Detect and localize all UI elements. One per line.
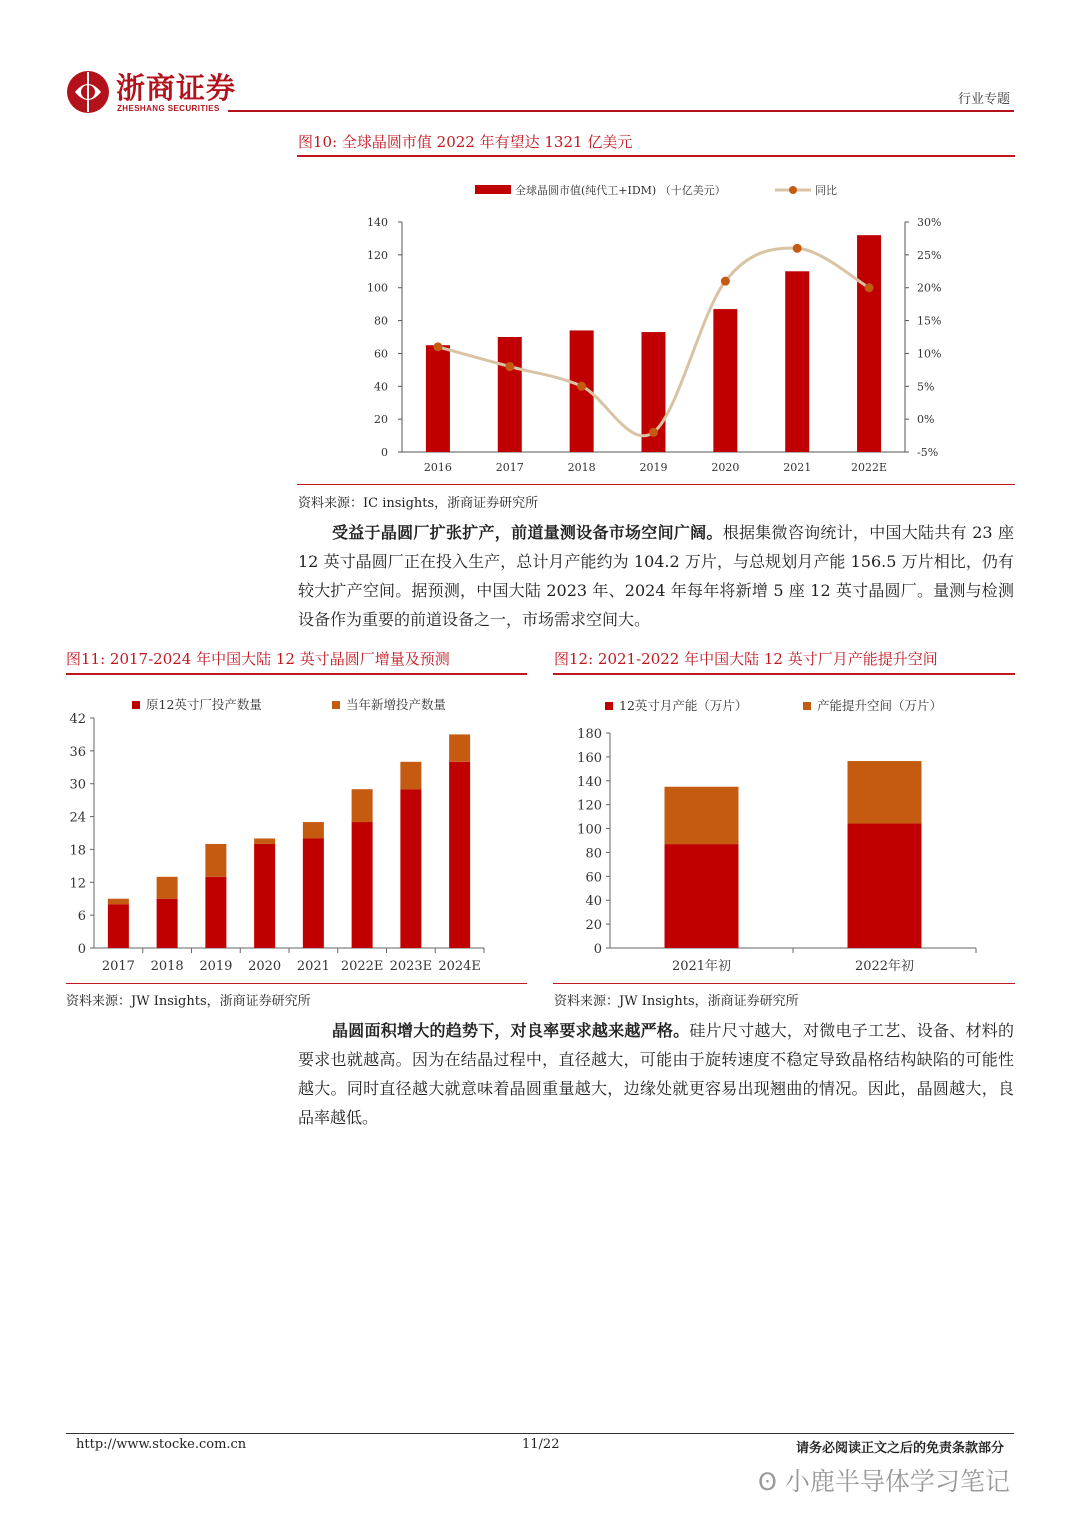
fig11-y-tick-label: 42 bbox=[69, 712, 86, 727]
fig11-y-tick-label: 36 bbox=[69, 744, 86, 760]
footer-url-link[interactable]: http://www.stocke.com.cn bbox=[76, 1437, 247, 1452]
fig11-x-tick-label: 2018 bbox=[150, 959, 184, 974]
fig10-growth-point bbox=[577, 382, 586, 391]
fig11-x-tick-label: 2021 bbox=[296, 959, 330, 974]
header-divider bbox=[228, 110, 1014, 112]
fig10-y-tick-label: 140 bbox=[367, 216, 388, 229]
fig10-y2-tick-label: -5% bbox=[917, 446, 939, 459]
fig10-growth-point bbox=[865, 283, 874, 292]
fig10-source: 资料来源：IC insights，浙商证券研究所 bbox=[298, 496, 539, 511]
fig10-title: 图10: 全球晶圆市值 2022 年有望达 1321 亿美元 bbox=[298, 133, 633, 151]
fig11-legend-swatch bbox=[132, 701, 140, 709]
fig11-title: 图11: 2017-2024 年中国大陆 12 英寸晶圆厂增量及预测 bbox=[66, 650, 450, 668]
fig11-bar-base bbox=[400, 789, 421, 948]
fig10-y-tick-label: 40 bbox=[374, 380, 388, 394]
fig10-y2-tick-label: 25% bbox=[917, 248, 942, 262]
fig12-y-tick-label: 140 bbox=[577, 774, 602, 790]
fig10-growth-point bbox=[433, 342, 442, 351]
fig12-y-tick-label: 0 bbox=[593, 942, 602, 957]
fig10-x-tick-label: 2022E bbox=[851, 461, 888, 474]
fig10-bar bbox=[785, 271, 809, 452]
fig10-y2-tick-label: 5% bbox=[917, 380, 935, 394]
fig12-title: 图12: 2021-2022 年中国大陆 12 英寸厂月产能提升空间 bbox=[554, 650, 938, 668]
fig12-legend-swatch bbox=[605, 702, 613, 710]
paragraph-2 bbox=[298, 1016, 1014, 1132]
fig11-x-tick-label: 2022E bbox=[340, 959, 384, 974]
fig10-y-tick-label: 80 bbox=[374, 314, 388, 328]
fig10-growth-point bbox=[793, 244, 802, 253]
fig10-y2-tick-label: 20% bbox=[917, 281, 942, 295]
footer-divider bbox=[66, 1433, 1014, 1434]
fig10-y-tick-label: 20 bbox=[374, 413, 388, 427]
fig10-growth-point bbox=[505, 362, 514, 371]
fig11-bar-added bbox=[108, 899, 129, 904]
fig12-top-rule bbox=[553, 673, 1015, 675]
fig10-growth-point bbox=[721, 277, 730, 286]
fig12-legend-swatch bbox=[803, 702, 811, 710]
fig12-y-tick-label: 20 bbox=[585, 918, 602, 934]
fig11-bar-base bbox=[205, 877, 226, 948]
fig12-y-tick-label: 100 bbox=[577, 822, 602, 838]
brand-subtitle: ZHESHANG SECURITIES bbox=[117, 104, 220, 113]
fig12-y-tick-label: 160 bbox=[577, 750, 602, 766]
fig11-y-tick-label: 12 bbox=[69, 876, 86, 892]
fig10-x-tick-label: 2020 bbox=[711, 461, 740, 474]
fig12-bar-added bbox=[848, 761, 922, 823]
fig11-legend-label: 当年新增投产数量 bbox=[346, 697, 447, 712]
fig11-bar-added bbox=[400, 762, 421, 789]
fig12-bar-added bbox=[665, 787, 739, 844]
fig11-legend-label: 原12英寸厂投产数量 bbox=[146, 697, 262, 712]
watermark-text bbox=[758, 1462, 1010, 1498]
fig11-x-tick-label: 2019 bbox=[199, 959, 233, 974]
footer-page-number: 11/22 bbox=[522, 1437, 560, 1452]
fig11-bar-base bbox=[303, 838, 324, 948]
fig12-legend-label: 12英寸月产能（万片） bbox=[619, 698, 748, 713]
paragraph-1-lead: 受益于晶圆厂扩张扩产，前道量测设备市场空间广阔。 bbox=[332, 523, 723, 542]
fig11-y-tick-label: 6 bbox=[77, 909, 86, 925]
fig11-y-tick-label: 0 bbox=[77, 942, 86, 957]
fig12-bar-base bbox=[848, 824, 922, 948]
fig10-top-rule bbox=[297, 155, 1015, 157]
fig11-y-tick-label: 24 bbox=[69, 810, 86, 826]
paragraph-2-lead: 晶圆面积增大的趋势下，对良率要求越来越严格。 bbox=[332, 1021, 690, 1040]
watermark-label: 小鹿半导体学习笔记 bbox=[784, 1467, 1010, 1496]
fig12-bar-base bbox=[665, 844, 739, 948]
fig10-legend-bar-label: 全球晶圆市值(纯代工+IDM) （十亿美元） bbox=[515, 184, 726, 197]
fig11-bar-added bbox=[352, 789, 373, 822]
fig10-x-tick-label: 2021 bbox=[783, 461, 812, 474]
footer-disclaimer: 请务必阅读正文之后的免责条款部分 bbox=[795, 1441, 1004, 1456]
fig12-y-tick-label: 60 bbox=[585, 870, 602, 886]
fig11-bar-base bbox=[352, 822, 373, 948]
fig10-growth-point bbox=[649, 428, 658, 437]
fig11-x-tick-label: 2017 bbox=[101, 959, 135, 974]
paragraph-1-body: 根据集微咨询统计，中国大陆共有 23 座 12 英寸晶圆厂正在投入生产，总计月产能约为 104.2 万片，与总规划月产能 156.5 万片相比，仍有较大扩产空间。据预测，中国大陆 2023 年、2024 年每年将新增 5 座 12 英寸晶圆厂。量测与检测设备作为重要的前道设备之一，市场需求空间大。 bbox=[298, 523, 1014, 629]
brand-name: 浙商证券 bbox=[116, 71, 237, 105]
fig12-x-tick-label: 2022年初 bbox=[854, 959, 915, 974]
fig11-bar-added bbox=[449, 734, 470, 761]
fig10-bar bbox=[426, 345, 450, 452]
fig12-y-tick-label: 120 bbox=[577, 798, 602, 814]
fig12-y-tick-label: 80 bbox=[585, 846, 602, 862]
fig10-x-tick-label: 2019 bbox=[639, 461, 668, 474]
fig11-bar-added bbox=[254, 838, 275, 843]
fig11-y-tick-label: 18 bbox=[69, 843, 86, 859]
fig11-chart bbox=[66, 680, 527, 982]
fig10-chart bbox=[297, 160, 1015, 482]
fig11-source: 资料来源：JW Insights，浙商证券研究所 bbox=[66, 994, 311, 1009]
fig10-y2-tick-label: 30% bbox=[917, 216, 942, 229]
fig12-y-tick-label: 40 bbox=[585, 894, 602, 910]
fig11-bar-base bbox=[108, 904, 129, 948]
fig11-y-tick-label: 30 bbox=[69, 777, 86, 793]
fig10-legend-line-label: 同比 bbox=[815, 184, 837, 197]
fig12-x-tick-label: 2021年初 bbox=[671, 959, 732, 974]
fig11-bar-added bbox=[205, 844, 226, 877]
fig10-y2-tick-label: 10% bbox=[917, 347, 942, 361]
fig10-y-tick-label: 100 bbox=[367, 281, 388, 295]
brand-logo-icon bbox=[66, 70, 110, 114]
fig11-x-tick-label: 2023E bbox=[389, 959, 433, 974]
fig10-legend-line-marker bbox=[789, 186, 797, 194]
fig12-source: 资料来源：JW Insights，浙商证券研究所 bbox=[554, 994, 799, 1009]
fig11-bar-added bbox=[303, 822, 324, 838]
fig11-top-rule bbox=[66, 673, 527, 675]
fig12-chart bbox=[553, 680, 1015, 982]
fig12-y-tick-label: 180 bbox=[577, 727, 602, 742]
fig12-legend-label: 产能提升空间（万片） bbox=[817, 698, 943, 713]
paragraph-1 bbox=[298, 518, 1014, 634]
fig10-y2-tick-label: 0% bbox=[917, 413, 935, 427]
fig11-bar-base bbox=[254, 844, 275, 948]
fig11-x-tick-label: 2024E bbox=[438, 959, 481, 974]
fig11-legend-swatch bbox=[332, 701, 340, 709]
fig11-bar-base bbox=[449, 762, 470, 948]
fig10-bar bbox=[713, 309, 737, 452]
fig10-bottom-rule bbox=[297, 484, 1015, 485]
fig10-y-tick-label: 0 bbox=[381, 446, 388, 459]
fig10-bar bbox=[857, 235, 881, 452]
fig11-bottom-rule bbox=[66, 983, 527, 984]
fig10-y-tick-label: 60 bbox=[374, 347, 388, 361]
fig10-x-tick-label: 2016 bbox=[423, 461, 452, 474]
wechat-icon: ʘ bbox=[758, 1468, 777, 1496]
fig12-bottom-rule bbox=[553, 983, 1015, 984]
fig10-x-tick-label: 2018 bbox=[567, 461, 596, 474]
fig10-x-tick-label: 2017 bbox=[495, 461, 524, 474]
fig11-bar-added bbox=[157, 877, 178, 899]
fig10-y-tick-label: 120 bbox=[367, 248, 388, 262]
report-section-label: 行业专题 bbox=[957, 92, 1010, 107]
fig10-legend-bar-swatch bbox=[475, 185, 511, 194]
fig11-x-tick-label: 2020 bbox=[248, 959, 282, 974]
fig10-bar bbox=[498, 337, 522, 452]
paragraph-2-body: 硅片尺寸越大，对微电子工艺、设备、材料的要求也就越高。因为在结晶过程中，直径越大，可能由于旋转速度不稳定导致晶格结构缺陷的可能性越大。同时直径越大就意味着晶圆重量越大，边缘处就更容易出现翘曲的情况。因此，晶圆越大，良品率越低。 bbox=[298, 1021, 1014, 1127]
fig11-bar-base bbox=[157, 899, 178, 948]
fig10-y2-tick-label: 15% bbox=[917, 314, 942, 328]
